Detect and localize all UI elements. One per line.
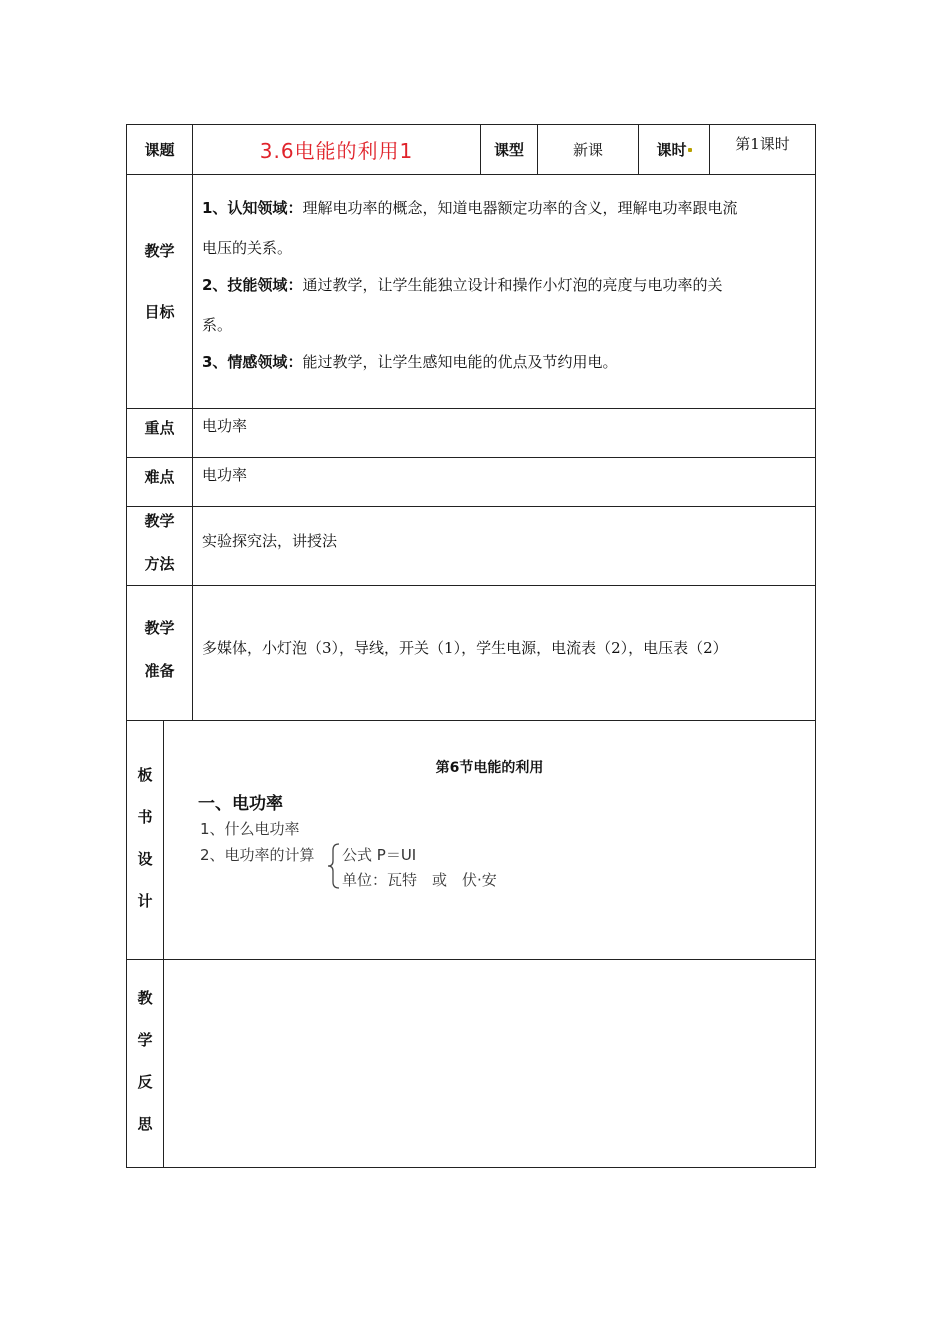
objective-3 [202, 352, 617, 372]
curly-brace-icon [327, 843, 341, 889]
hours-label-cell [639, 125, 709, 174]
board-unit: 单位：瓦特 或 伏·安 [342, 871, 497, 889]
row-divider [126, 585, 816, 586]
method-label-2: 方法 [144, 555, 175, 573]
board-label-char: 书 [137, 808, 153, 826]
board-label-char: 板 [137, 766, 153, 784]
board-section: 一、电功率 [198, 794, 283, 814]
row-divider [126, 174, 816, 175]
objective-2-cont: 系。 [202, 316, 233, 334]
mark-dot [688, 148, 692, 152]
topic-label: 课题 [144, 141, 175, 159]
objectives-label-2: 目标 [144, 303, 175, 321]
reflection-label-char: 反 [137, 1073, 153, 1091]
method-value: 实验探究法，讲授法 [202, 532, 338, 550]
difficulty-value: 电功率 [202, 466, 248, 484]
method-label-1: 教学 [144, 512, 175, 530]
objective-2-text: 通过教学，让学生能独立设计和操作小灯泡的亮度与电功率的关 [302, 276, 723, 294]
board-design-label [127, 764, 163, 911]
reflection-label [127, 987, 163, 1134]
hours-value: 第1课时 [735, 134, 790, 153]
objective-3-text: 能过教学，让学生感知电能的优点及节约用电。 [302, 353, 618, 371]
column-divider [192, 124, 193, 721]
objective-1 [202, 198, 737, 218]
board-label-char: 计 [137, 892, 153, 910]
row-divider [126, 720, 816, 721]
preparation-value: 多媒体，小灯泡（3），导线，开关（1），学生电源，电流表（2），电压表（2） [202, 639, 728, 657]
row-divider [126, 457, 816, 458]
table-border-right [815, 124, 816, 1168]
reflection-content-area [164, 960, 815, 1167]
objective-1-cont: 电压的关系。 [202, 239, 293, 257]
reflection-label-char: 教 [137, 989, 153, 1007]
board-formula: 公式 P＝UI [342, 846, 417, 864]
reflection-label-char: 思 [137, 1115, 153, 1133]
objective-3-head: 3、情感领域： [202, 353, 303, 371]
type-label: 课型 [493, 141, 524, 159]
preparation-label-1: 教学 [144, 619, 175, 637]
table-border-bottom [126, 1167, 816, 1168]
row-divider [126, 408, 816, 409]
difficulty-label: 难点 [144, 467, 175, 486]
board-line-2: 2、电功率的计算 [200, 846, 315, 864]
objective-2-head: 2、技能领域： [202, 276, 303, 294]
lesson-title: 3.6电能的利用1 [259, 139, 414, 163]
hours-label: 课时 [656, 141, 687, 159]
preparation-label [127, 617, 192, 681]
reflection-label-char: 学 [137, 1031, 153, 1049]
objective-1-head: 1、认知领域： [202, 199, 303, 217]
board-heading: 第6节电能的利用 [435, 760, 544, 776]
board-line-1: 1、什么电功率 [200, 820, 300, 838]
key-point-label: 重点 [144, 418, 175, 437]
objective-2 [202, 275, 722, 295]
key-point-value: 电功率 [202, 417, 248, 435]
objectives-label [127, 240, 192, 322]
row-divider [126, 506, 816, 507]
objective-1-text: 理解电功率的概念，知道电器额定功率的含义，理解电功率跟电流 [302, 199, 738, 217]
board-label-char: 设 [137, 850, 153, 868]
preparation-label-2: 准备 [144, 662, 175, 680]
type-value: 新课 [572, 141, 603, 159]
method-label [127, 510, 192, 574]
objectives-label-1: 教学 [144, 242, 175, 260]
